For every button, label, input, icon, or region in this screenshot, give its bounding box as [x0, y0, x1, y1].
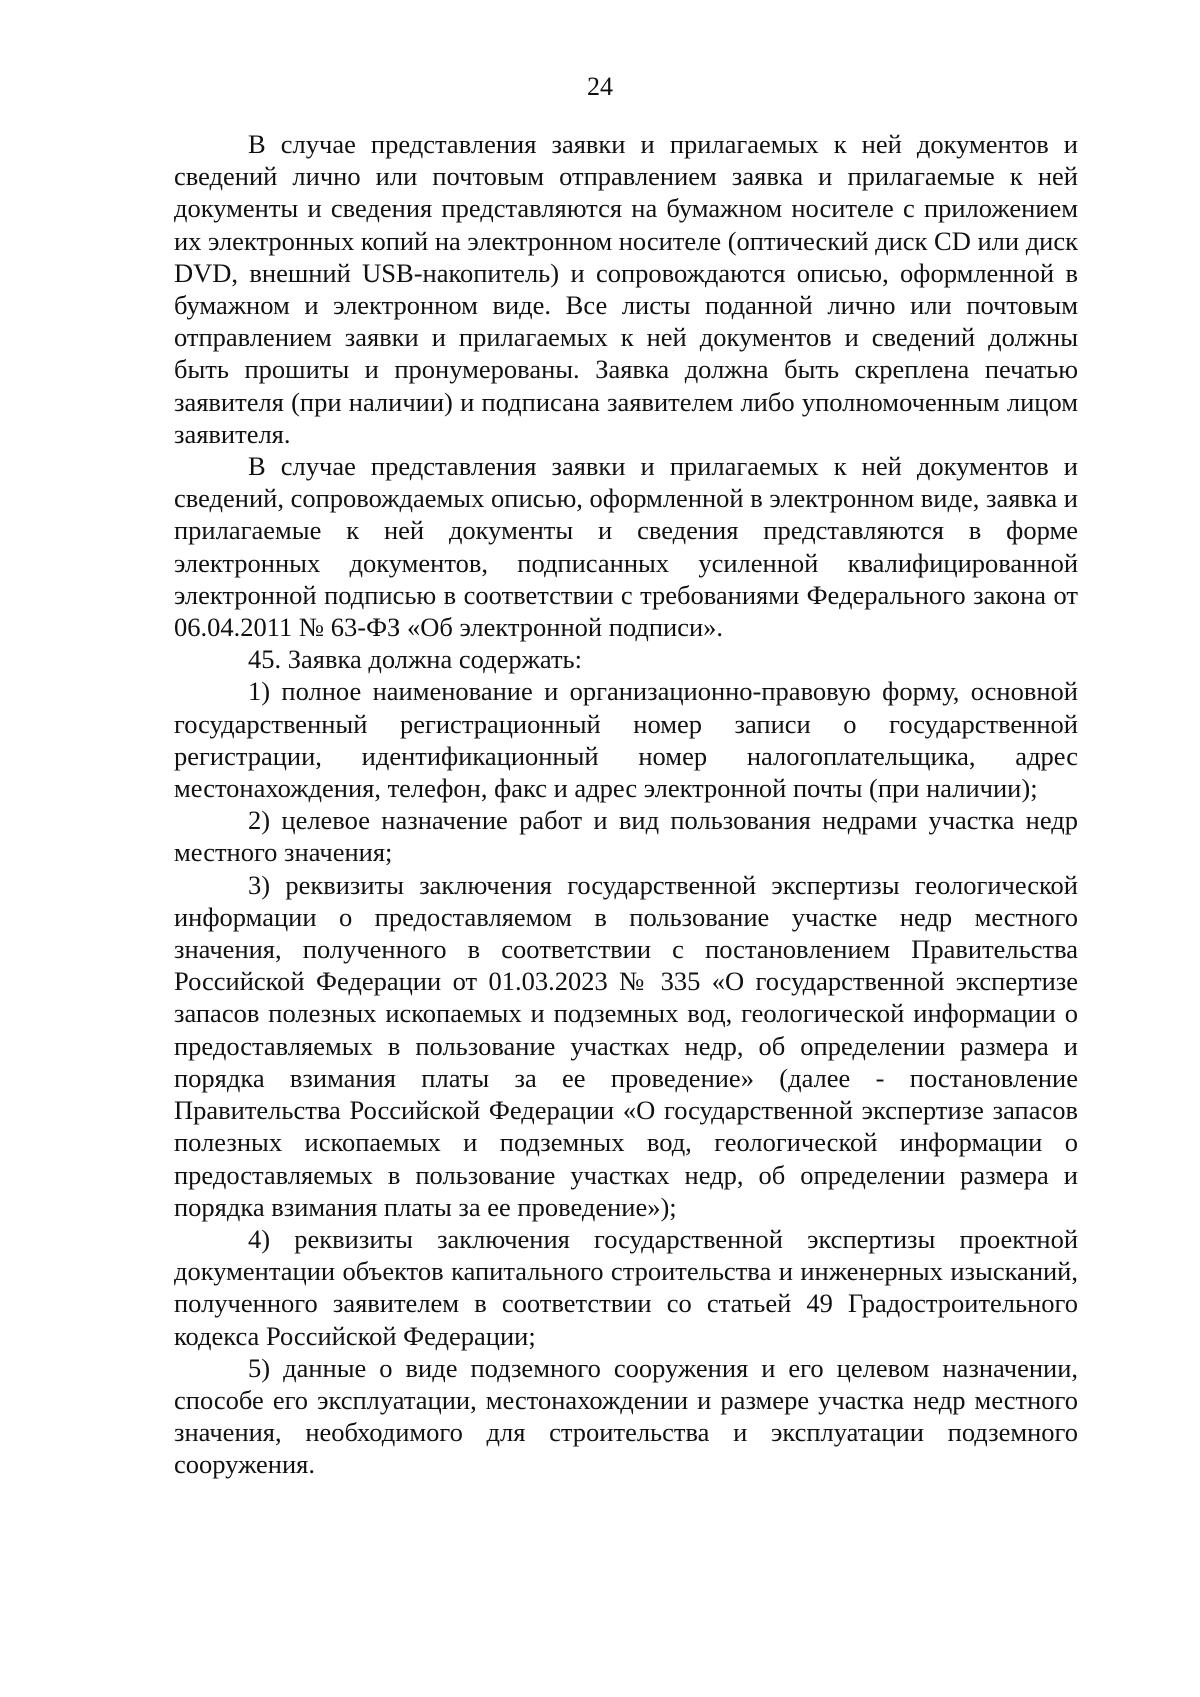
list-item-5: 5) данные о виде подземного сооружения и его целевом назначении, способе его эксплуатации, местонахождении и размере участка недр местного значения, необходимого для строительства и эксплуатации подземного сооружения. — [174, 1352, 1078, 1480]
list-item-3: 3) реквизиты заключения государственной экспертизы геологической информации о предоставляемом в пользование участке недр местного значения, полученного в соответствии с постановлением Правительства Российской Федерации от 01.03.2023 № 335 «О государственной экспертизе запасов полезных ископаемых и подземных вод, геологической информации о предоставляемых в пользование участках недр, об определении размера и порядка взимания платы за ее проведение» (далее - постановление Правительства Российской Федерации «О государственной экспертизе запасов полезных ископаемых и подземных вод, геологической информации о предоставляемых в пользование участках недр, об определении размера и порядка взимания платы за ее проведение»); — [174, 869, 1078, 1222]
list-item-1: 1) полное наименование и организационно-правовую форму, основной государственный регистрационный номер записи о государственной регистрации, идентификационный номер налогоплательщика, адрес местонахождения, телефон, факс и адрес электронной почты (при наличии); — [174, 676, 1078, 804]
page-number: 24 — [587, 72, 613, 101]
list-item-4: 4) реквизиты заключения государственной экспертизы проектной документации объектов капитального строительства и инженерных изысканий, полученного заявителем в соответствии со статьей 49 Градостроительного кодекса Российской Федерации; — [174, 1223, 1078, 1351]
paragraph-section-45-heading: 45. Заявка должна содержать: — [248, 644, 582, 675]
list-item-2: 2) целевое назначение работ и вид пользования недрами участка недр местного значения; — [174, 805, 1078, 868]
document-body — [174, 128, 1078, 1481]
paragraph-submission-electronic: В случае представления заявки и прилагаемых к ней документов и сведений, сопровождаемых описью, оформленной в электронном виде, заявка и прилагаемые к ней документы и сведения представляются в форме электронных документов, подписанных усиленной квалифицированной электронной подписью в соответствии с требованиями Федерального закона от 06.04.2011 № 63-ФЗ «Об электронной подписи». — [174, 451, 1078, 643]
paragraph-submission-paper: В случае представления заявки и прилагаемых к ней документов и сведений лично или почтовым отправлением заявка и прилагаемые к ней документы и сведения представляются на бумажном носителе с приложением их электронных копий на электронном носителе (оптический диск CD или диск DVD, внешний USB-накопитель) и сопровождаются описью, оформленной в бумажном и электронном виде. Все листы поданной лично или почтовым отправлением заявки и прилагаемых к ней документов и сведений должны быть прошиты и пронумерованы. Заявка должна быть скреплена печатью заявителя (при наличии) и подписана заявителем либо уполномоченным лицом заявителя. — [174, 129, 1079, 449]
